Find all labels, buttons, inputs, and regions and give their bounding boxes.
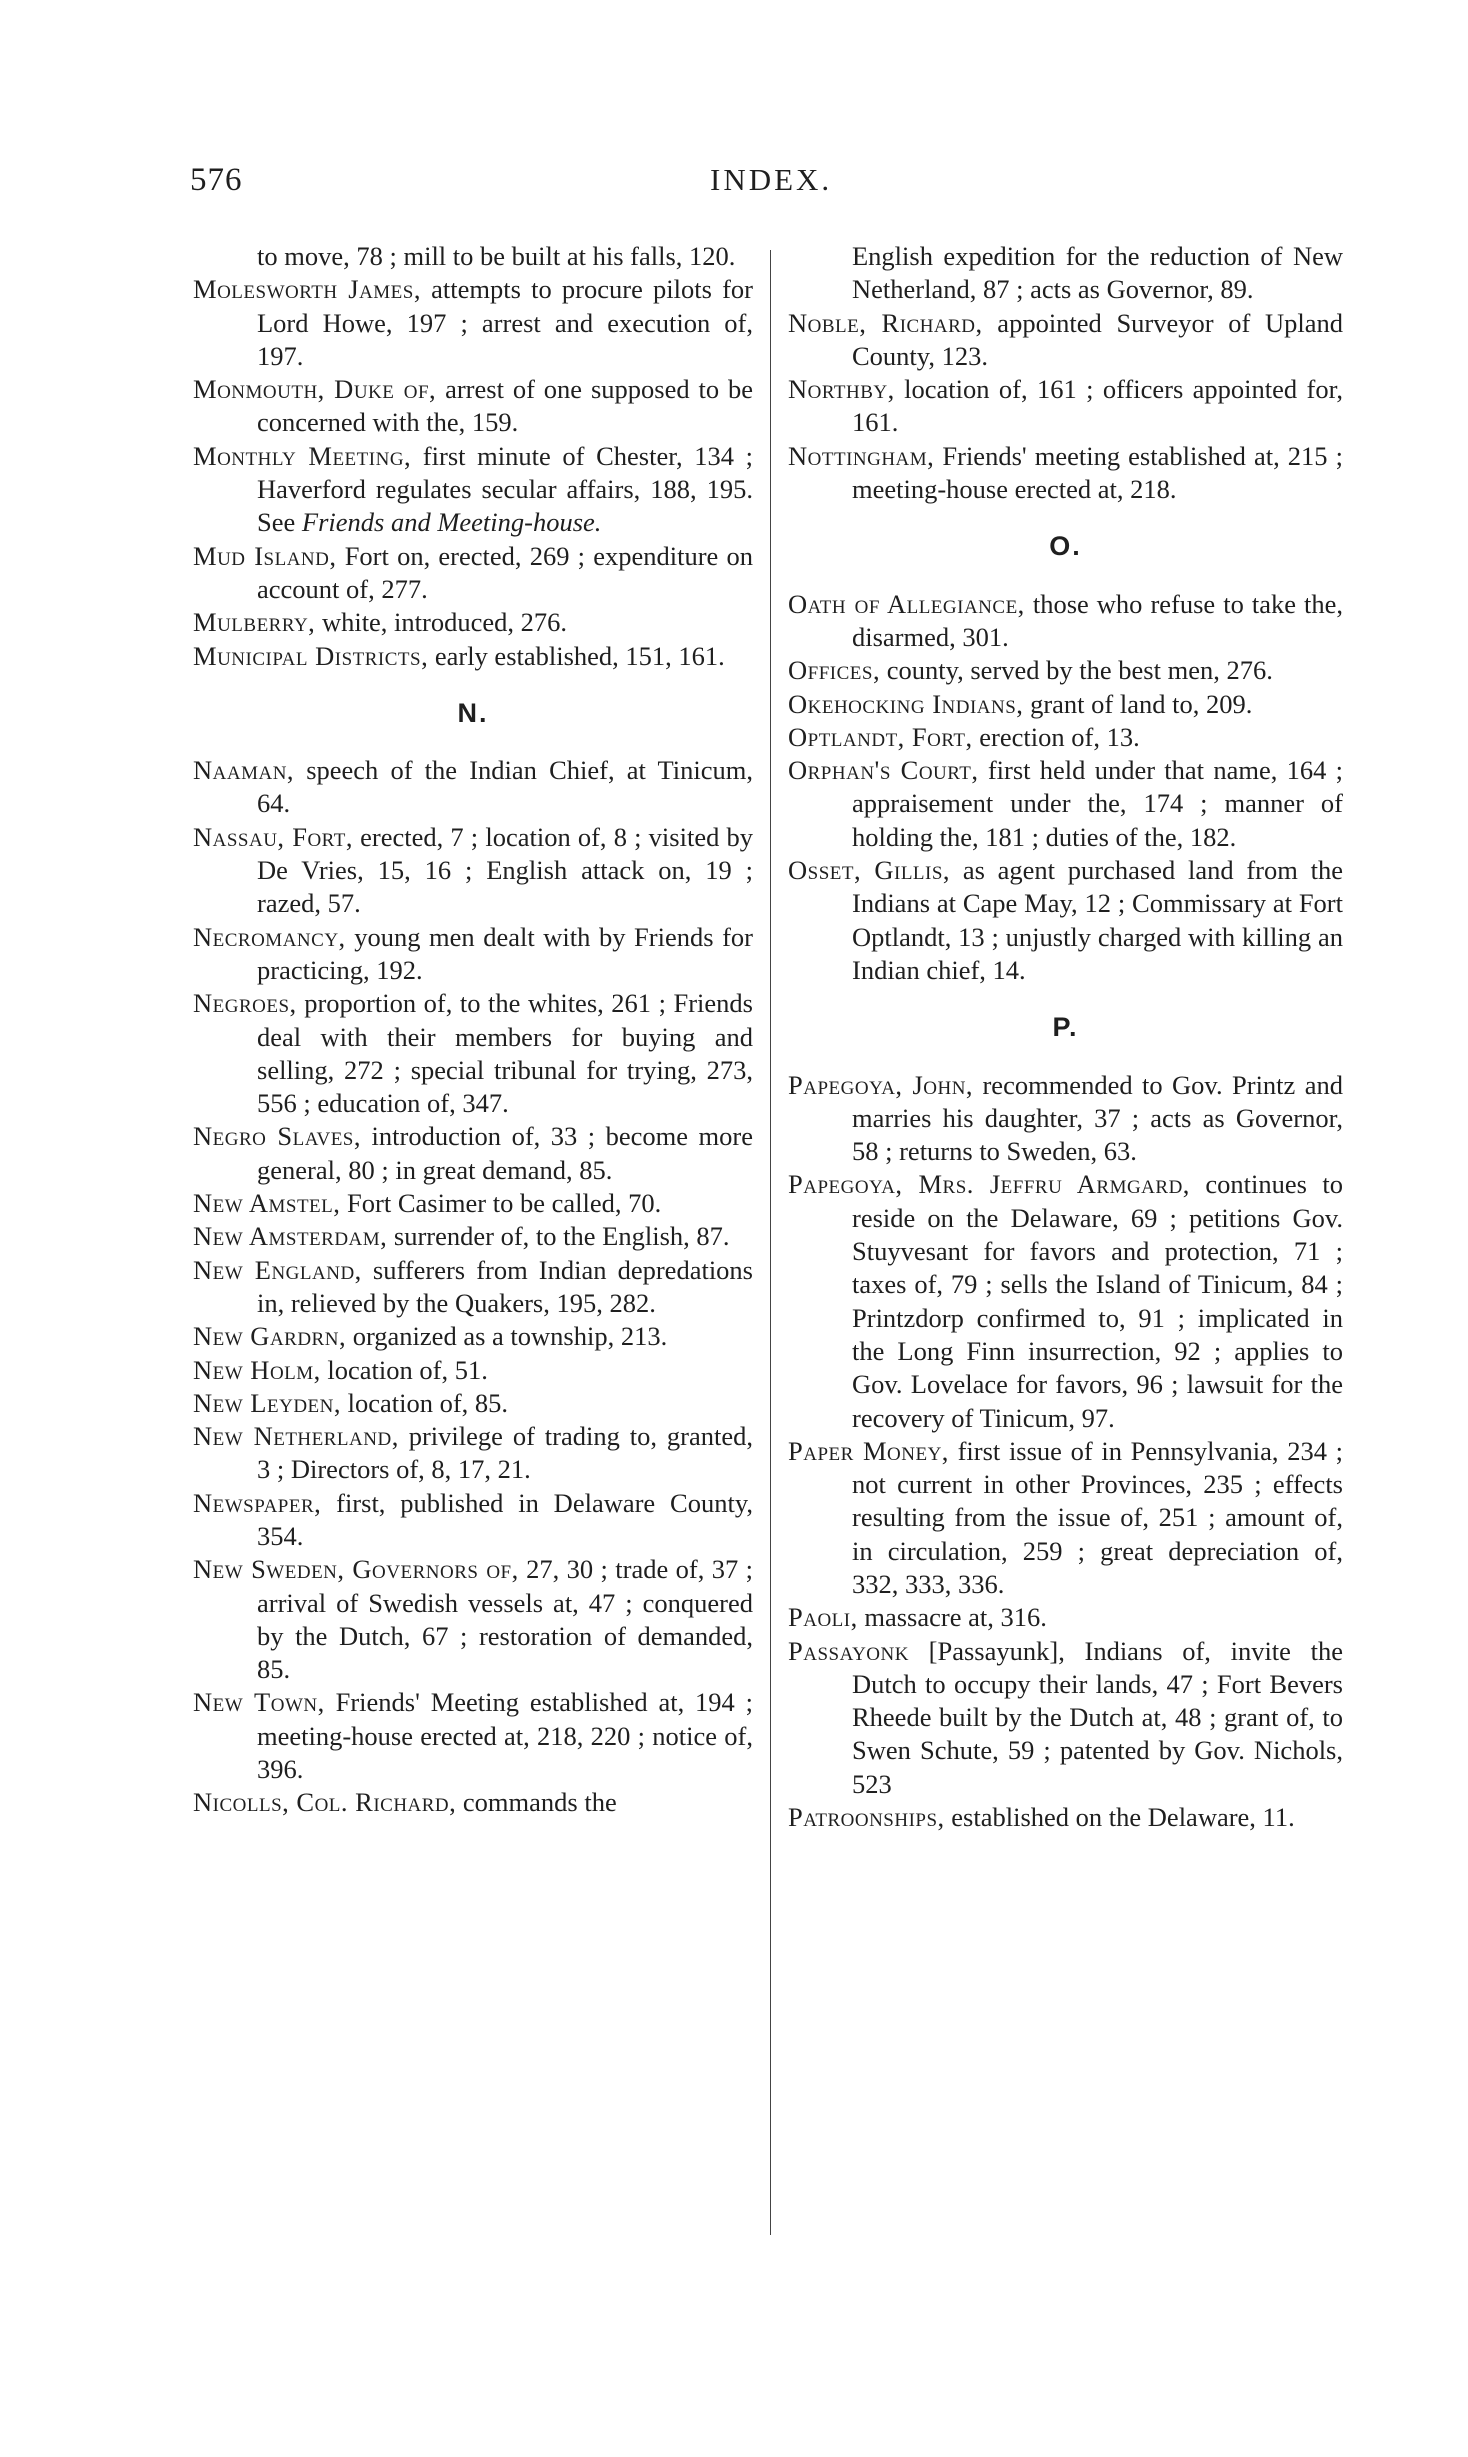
index-entry [788, 373, 1343, 440]
entry-text: proportion of, to the whites, 261 ; Friends deal with their members for buying and selling, 272 ; special tribunal for trying, 273, 556 ; education of, 347. [257, 988, 753, 1119]
index-entry [193, 1120, 753, 1187]
entry-text: Friends' Meeting established at, 194 ; meeting-house erected at, 218, 220 ; notice of, 396. [257, 1687, 753, 1785]
entry-heading: New Amsterdam, [193, 1221, 388, 1252]
entry-text: location of, 51. [320, 1354, 488, 1385]
index-entry [788, 654, 1343, 687]
column-divider [770, 250, 771, 2235]
entry-heading: Passayonk [788, 1635, 909, 1666]
entry-text: erection of, 13. [972, 721, 1140, 752]
index-entry-continuation: to move, 78 ; mill to be built at his falls, 120. [257, 241, 736, 271]
index-entry [788, 1069, 1343, 1169]
index-entry [193, 373, 753, 440]
index-entry [193, 1686, 753, 1786]
entry-heading: Papegoya, Mrs. Jeffru Armgard, [788, 1169, 1190, 1200]
entry-text: privilege of trading to, granted, 3 ; Directors of, 8, 17, 21. [257, 1421, 753, 1485]
index-entry [193, 1420, 753, 1487]
index-entry [788, 754, 1343, 854]
index-entry [193, 1220, 753, 1253]
index-entry [193, 540, 753, 607]
entry-heading: Oath of Allegiance, [788, 588, 1025, 619]
entry-text: attempts to procure pilots for Lord Howe, 197 ; arrest and execution of, 197. [257, 274, 753, 371]
entry-text: young men dealt with by Friends for practicing, 192. [257, 921, 753, 985]
index-column-right [788, 240, 1343, 1834]
index-entry [788, 1601, 1343, 1634]
entry-heading: New Netherland, [193, 1421, 399, 1452]
index-entry [788, 588, 1343, 655]
index-entry [788, 1801, 1343, 1834]
entry-text: early established, 151, 161. [428, 640, 725, 671]
entry-text: first minute of Chester, 134 ; Haverford regulates secular affairs, 188, 195. See [257, 440, 753, 538]
entry-heading: Nottingham, [788, 440, 935, 471]
index-entry [788, 307, 1343, 374]
entry-text: [Passayunk], Indians of, invite the Dutch to occupy their lands, 47 ; Fort Bevers Rheede built by the Dutch at, 48 ; grant of, to Swen Schute, 59 ; patented by Gov. Nichols, 523 [852, 1635, 1343, 1799]
entry-text: 27, 30 ; trade of, 37 ; arrival of Swedish vessels at, 47 ; conquered by the Dutch, 67 ; restoration of demanded, 85. [257, 1554, 753, 1685]
index-entry [193, 1487, 753, 1554]
entry-text: first held under that name, 164 ; appraisement under the, 174 ; manner of holding the, 181 ; duties of the, 182. [852, 755, 1343, 852]
index-entry [193, 1786, 753, 1819]
entry-heading: New Sweden, Governors of, [193, 1554, 519, 1585]
index-entry [788, 440, 1343, 507]
index-entry [193, 1187, 753, 1220]
entry-text: recommended to Gov. Printz and marries his daughter, 37 ; acts as Governor, 58 ; returns to Sweden, 63. [852, 1069, 1343, 1167]
entry-text: speech of the Indian Chief, at Tinicum, 64. [257, 755, 753, 819]
entry-heading: Mulberry, [193, 607, 316, 638]
index-entry [788, 721, 1343, 754]
section-letter: P. [1052, 1012, 1079, 1043]
entry-text: introduction of, 33 ; become more general, 80 ; in great demand, 85. [257, 1121, 754, 1185]
entry-text: appointed Surveyor of Upland County, 123. [852, 307, 1343, 371]
entry-text: organized as a township, 213. [346, 1321, 668, 1352]
index-entry [193, 1254, 753, 1321]
entry-text: Fort Casimer to be called, 70. [340, 1188, 662, 1219]
entry-text: as agent purchased land from the Indians at Cape May, 12 ; Commissary at Fort Optlandt, 13 ; unjustly charged with killing an Indian chief, 14. [852, 855, 1343, 985]
index-entry [193, 921, 753, 988]
index-entry [193, 754, 753, 821]
entry-heading: Municipal Districts, [193, 640, 429, 671]
entry-text: massacre at, 316. [857, 1602, 1047, 1633]
running-head: INDEX. [710, 162, 833, 197]
entry-heading: Molesworth James, [193, 274, 421, 305]
entry-heading: Necromancy, [193, 921, 346, 952]
entry-text: white, introduced, 276. [315, 607, 568, 638]
page-header [190, 162, 833, 208]
index-entry [788, 1168, 1343, 1434]
entry-text: location of, 85. [341, 1387, 509, 1418]
entry-heading: Nicolls, Col. Richard, [193, 1787, 457, 1818]
entry-text: sufferers from Indian depredations in, relieved by the Quakers, 195, 282. [257, 1254, 753, 1318]
entry-heading: Papegoya, John, [788, 1069, 974, 1100]
page-number: 576 [190, 162, 243, 198]
entry-heading: Monthly Meeting, [193, 440, 412, 471]
entry-see-reference: Friends and Meeting-house. [301, 507, 602, 538]
index-entry [193, 1553, 753, 1686]
entry-heading: Negro Slaves, [193, 1121, 362, 1152]
entry-heading: Nassau, Fort, [193, 821, 353, 852]
entry-heading: Paper Money, [788, 1435, 949, 1466]
entry-text: county, served by the best men, 276. [880, 655, 1273, 686]
index-entry [788, 1635, 1343, 1801]
index-entry [788, 854, 1343, 987]
index-entry [193, 440, 753, 540]
entry-heading: Okehocking Indians, [788, 688, 1024, 719]
section-letter: N. [457, 697, 489, 728]
entry-heading: Orphan's Court, [788, 755, 979, 786]
entry-text: surrender of, to the English, 87. [387, 1221, 730, 1252]
index-column-left [193, 240, 753, 1820]
entry-heading: New England, [193, 1254, 362, 1285]
entry-text: arrest of one supposed to be concerned with the, 159. [257, 374, 753, 438]
entry-text: continues to reside on the Delaware, 69 ; petitions Gov. Stuyvesant for favors and protection, 71 ; taxes of, 79 ; sells the Island of Tinicum, 84 ; Printzdorp confirmed to, 91 ; implicated in the Long Finn insurrection, 92 ; applies to Gov. Lovelace for favors, 96 ; lawsuit for the recovery of Tinicum, 97. [852, 1169, 1343, 1433]
index-entry [193, 1320, 753, 1353]
entry-text: those who refuse to take the, disarmed, 301. [852, 588, 1344, 652]
entry-heading: New Town, [193, 1687, 325, 1718]
entry-heading: Patroonships, [788, 1802, 945, 1833]
index-entry [193, 273, 753, 373]
entry-heading: Paoli, [788, 1602, 858, 1633]
entry-heading: New Gardrn, [193, 1321, 347, 1352]
index-entry [788, 1435, 1343, 1601]
entry-heading: Naaman, [193, 755, 295, 786]
entry-text: first issue of in Pennsylvania, 234 ; not current in other Provinces, 235 ; effects resulting from the issue of, 251 ; amount of, in circulation, 259 ; great depreciation of, 332, 333, 336. [852, 1435, 1343, 1599]
index-entry [193, 640, 753, 673]
entry-text: grant of land to, 209. [1023, 688, 1253, 719]
entry-text: Friends' meeting established at, 215 ; meeting-house erected at, 218. [852, 440, 1343, 505]
entry-text: first, published in Delaware County, 354. [257, 1487, 753, 1551]
index-entry [193, 1387, 753, 1420]
index-entry [193, 606, 753, 639]
index-entry [193, 821, 753, 921]
entry-heading: Mud Island, [193, 540, 337, 571]
entry-heading: New Leyden, [193, 1387, 341, 1418]
entry-text: location of, 161 ; officers appointed for, 161. [852, 374, 1343, 438]
entry-heading: Northby, [788, 374, 895, 405]
entry-text: erected, 7 ; location of, 8 ; visited by De Vries, 15, 16 ; English attack on, 19 ; razed, 57. [257, 821, 753, 919]
entry-heading: New Holm, [193, 1354, 321, 1385]
entry-text: established on the Delaware, 11. [944, 1802, 1295, 1833]
index-entry-continuation: English expedition for the reduction of New Netherland, 87 ; acts as Governor, 89. [852, 241, 1343, 305]
entry-text: Fort on, erected, 269 ; expenditure on account of, 277. [257, 540, 754, 604]
entry-text: commands the [456, 1787, 617, 1818]
entry-heading: Monmouth, Duke of, [193, 374, 437, 405]
entry-heading: Optlandt, Fort, [788, 721, 973, 752]
entry-heading: Newspaper, [193, 1487, 322, 1518]
section-letter: O. [1049, 531, 1082, 562]
entry-heading: New Amstel, [193, 1188, 341, 1219]
entry-heading: Osset, Gillis, [788, 855, 951, 886]
entry-heading: Offices, [788, 655, 881, 686]
index-entry [788, 688, 1343, 721]
entry-heading: Negroes, [193, 988, 297, 1019]
index-entry [193, 1354, 753, 1387]
entry-heading: Noble, Richard, [788, 307, 983, 338]
index-entry [193, 987, 753, 1120]
